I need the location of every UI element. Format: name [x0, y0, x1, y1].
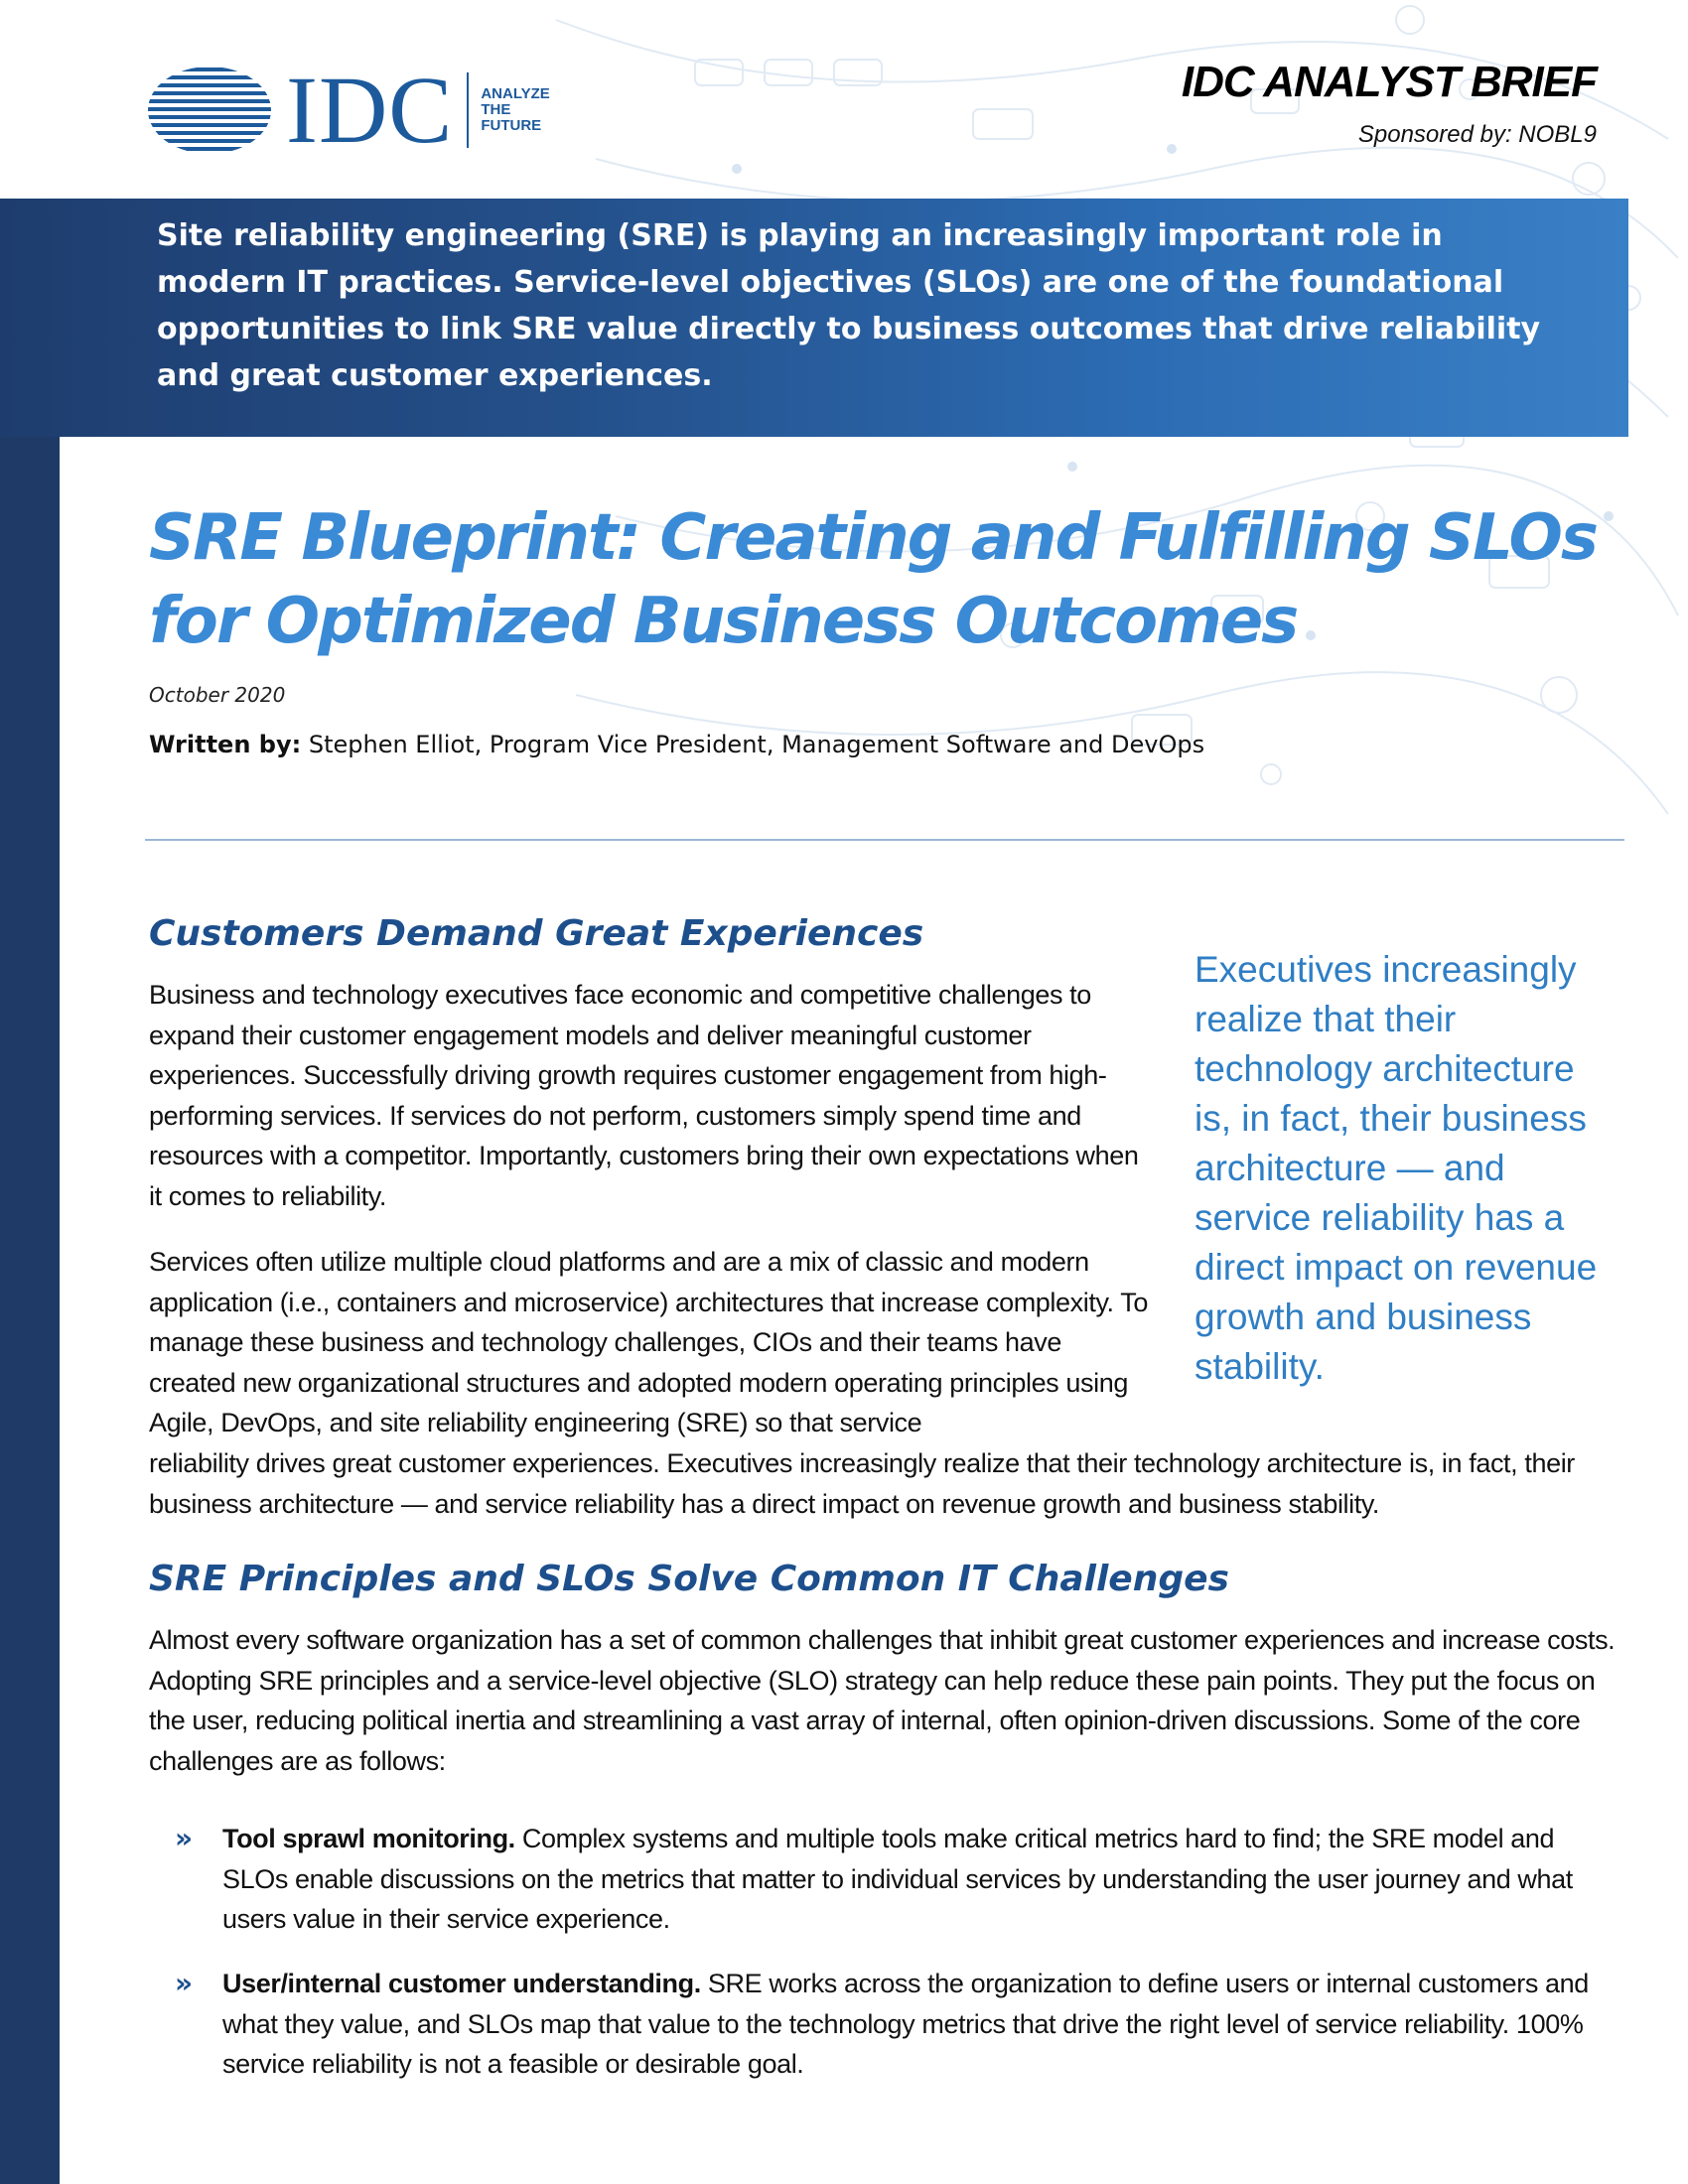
summary-text: Site reliability engineering (SRE) is playing an increasingly important role in modern IT practices. Service-level objectives (SLOs) are one of the foundational opportunities to link SRE value directly to business outcomes that drive reliability and great customer experiences. [157, 218, 1541, 393]
bullet-lead: Tool sprawl monitoring. [222, 1824, 515, 1853]
bullet-text [222, 1819, 1622, 1940]
sponsored-by: Sponsored by: NOBL9 [1357, 121, 1597, 148]
idc-globe-logo [147, 66, 272, 155]
bullet-text [222, 1964, 1622, 2085]
bullet-chevron-icon: » [175, 1822, 194, 1854]
bullet-body: Complex systems and multiple tools make critical metrics hard to find; the SRE model and SLOs enable discussions on the metrics that matter to individual services by understanding the user journey and what users value in their service experience. [222, 1824, 1573, 1934]
section2-intro: Almost every software organization has a set of common challenges that inhibit great customer experiences and increase costs. Adopting SRE principles and a service-level objective (SLO) strategy can help reduce these pain points. They put the focus on the user, reducing political inertia and streamlining a vast array of internal, often opinion-driven discussions. Some of the core challenges are as follows: [149, 1625, 1616, 1776]
brief-title: IDC ANALYST BRIEF [1181, 58, 1597, 106]
logo-tagline: ANALYZE THE FUTURE [481, 85, 550, 134]
written-by-label: Written by: [149, 731, 302, 758]
section-heading-customers: Customers Demand Great Experiences [149, 913, 924, 954]
document-date: October 2020 [149, 683, 286, 707]
section1-paragraph-1: Business and technology executives face economic and competitive challenges to expand their customer engagement models and deliver meaningful customer experiences. Successfully driving growth requires customer engagement from high-performing services. If services do not perform, customers simply spend time and resources with a competitor. Importantly, customers bring their own expectations when it comes to reliability. [149, 980, 1139, 1211]
bullet-body: SRE works across the organization to define users or internal customers and what they value, and SLOs map that value to the technology metrics that drive the right level of service reliability. 100% service reliability is not a feasible or desirable goal. [222, 1969, 1589, 2079]
summary-banner [0, 199, 1628, 437]
bullet-chevron-icon: » [175, 1967, 194, 1999]
bullet-lead: User/internal customer understanding. [222, 1969, 701, 1998]
section1-paragraph-2-continued: reliability drives great customer experiences. Executives increasingly realize that their technology architecture is, in fact, their business architecture — and service reliability has a direct impact on revenue growth and business stability. [149, 1448, 1575, 1519]
idc-wordmark: IDC [286, 57, 454, 163]
section-heading-sre-principles: SRE Principles and SLOs Solve Common IT Challenges [149, 1559, 1229, 1599]
section1-paragraph-2: Services often utilize multiple cloud platforms and are a mix of classic and modern application (i.e., containers and microservice) architectures that increase complexity. To manage these business and technology challenges, CIOs and their teams have created new organizational structures and adopted modern operating principles using Agile, DevOps, and site reliability engineering (SRE) so that service [149, 1247, 1148, 1437]
idc-logo [147, 57, 570, 163]
left-rail [0, 199, 60, 2184]
pull-quote: Executives increasingly realize that their technology architecture is, in fact, their business architecture — and service reliability has a direct impact on revenue growth and business stability. [1195, 949, 1598, 1387]
written-by-value: Stephen Elliot, Program Vice President, Management Software and DevOps [308, 731, 1205, 758]
divider-rule [145, 839, 1624, 841]
logo-divider [467, 72, 469, 148]
byline [149, 731, 1204, 758]
document-title: SRE Blueprint: Creating and Fulfilling SLOs for Optimized Business Outcomes [149, 501, 1597, 658]
